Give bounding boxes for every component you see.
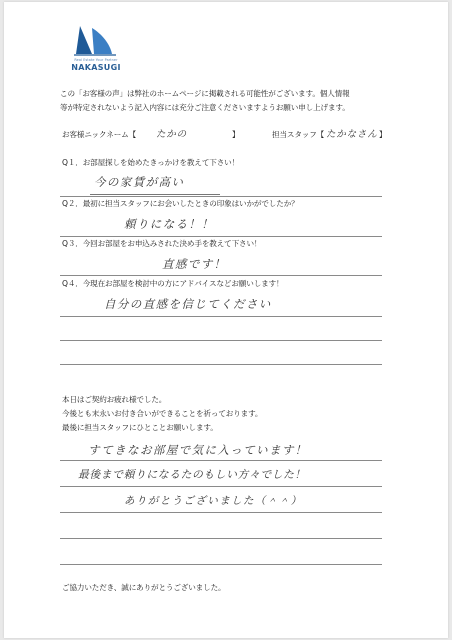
answer-line <box>60 196 382 197</box>
answer-1: 今の家賃が高い <box>94 175 185 189</box>
nickname-close: 】 <box>232 130 240 139</box>
message-line-2: 最後まで頼りになるたのもしい方々でした！ <box>78 468 306 481</box>
survey-sheet <box>4 2 448 638</box>
answer-line <box>60 236 382 237</box>
answer-line <box>60 316 382 317</box>
message-line <box>60 538 382 539</box>
nickname-label: お客様ニックネーム【 <box>62 130 137 139</box>
message-line-3: ありがとうございました（＾＾） <box>124 495 303 507</box>
intro-line-1: この「お客様の声」は弊社のホームページに掲載される可能性がございます。個人情報 <box>60 89 350 98</box>
logo-wordmark: NAKASUGI <box>71 63 121 72</box>
answer-2: 頼りになる！！ <box>124 217 215 231</box>
answer-3: 直感です！ <box>162 257 227 271</box>
question-1: Q１．お部屋探しを始めたきっかけを教えて下さい！ <box>62 158 240 167</box>
company-logo <box>66 24 126 72</box>
closing-line-3: 最後に担当スタッフにひとことお願いします。 <box>62 423 218 432</box>
staff-label: 担当スタッフ【 <box>272 130 325 139</box>
question-3: Q３．今回お部屋をお申込みされた決め手を教えて下さい！ <box>62 239 262 248</box>
staff-close: 】 <box>379 130 387 139</box>
logo-tagline: Real Estate Your Partner <box>74 58 118 62</box>
closing-line-2: 今後とも末永いお付き合いができることを祈っております。 <box>62 409 263 418</box>
message-line-1: すてきなお部屋で気に入っています！ <box>88 443 308 457</box>
message-line <box>60 460 382 461</box>
thanks-footer: ご協力いただき、誠にありがとうございました。 <box>62 583 226 592</box>
nickname-value: たかの <box>156 129 187 140</box>
answer-line <box>60 275 382 276</box>
message-line <box>60 512 382 513</box>
sail-logo-icon <box>66 24 126 58</box>
closing-line-1: 本日はご契約お疲れ様でした。 <box>62 395 167 404</box>
answer-line <box>60 364 382 365</box>
answer-1-underline <box>90 194 220 195</box>
answer-4: 自分の直感を信じてください <box>104 297 272 311</box>
message-line <box>60 486 382 487</box>
answer-line <box>60 340 382 341</box>
question-4: Q４．今現在お部屋を検討中の方にアドバイスなどお願いします！ <box>62 279 284 288</box>
intro-line-2: 等が特定されないよう記入内容には充分ご注意くださいますようお願い申し上げます。 <box>60 103 350 112</box>
message-line <box>60 564 382 565</box>
staff-value: たかなさん <box>326 129 378 140</box>
question-2: Q２．最初に担当スタッフにお会いしたときの印象はいかがでしたか？ <box>62 199 299 208</box>
